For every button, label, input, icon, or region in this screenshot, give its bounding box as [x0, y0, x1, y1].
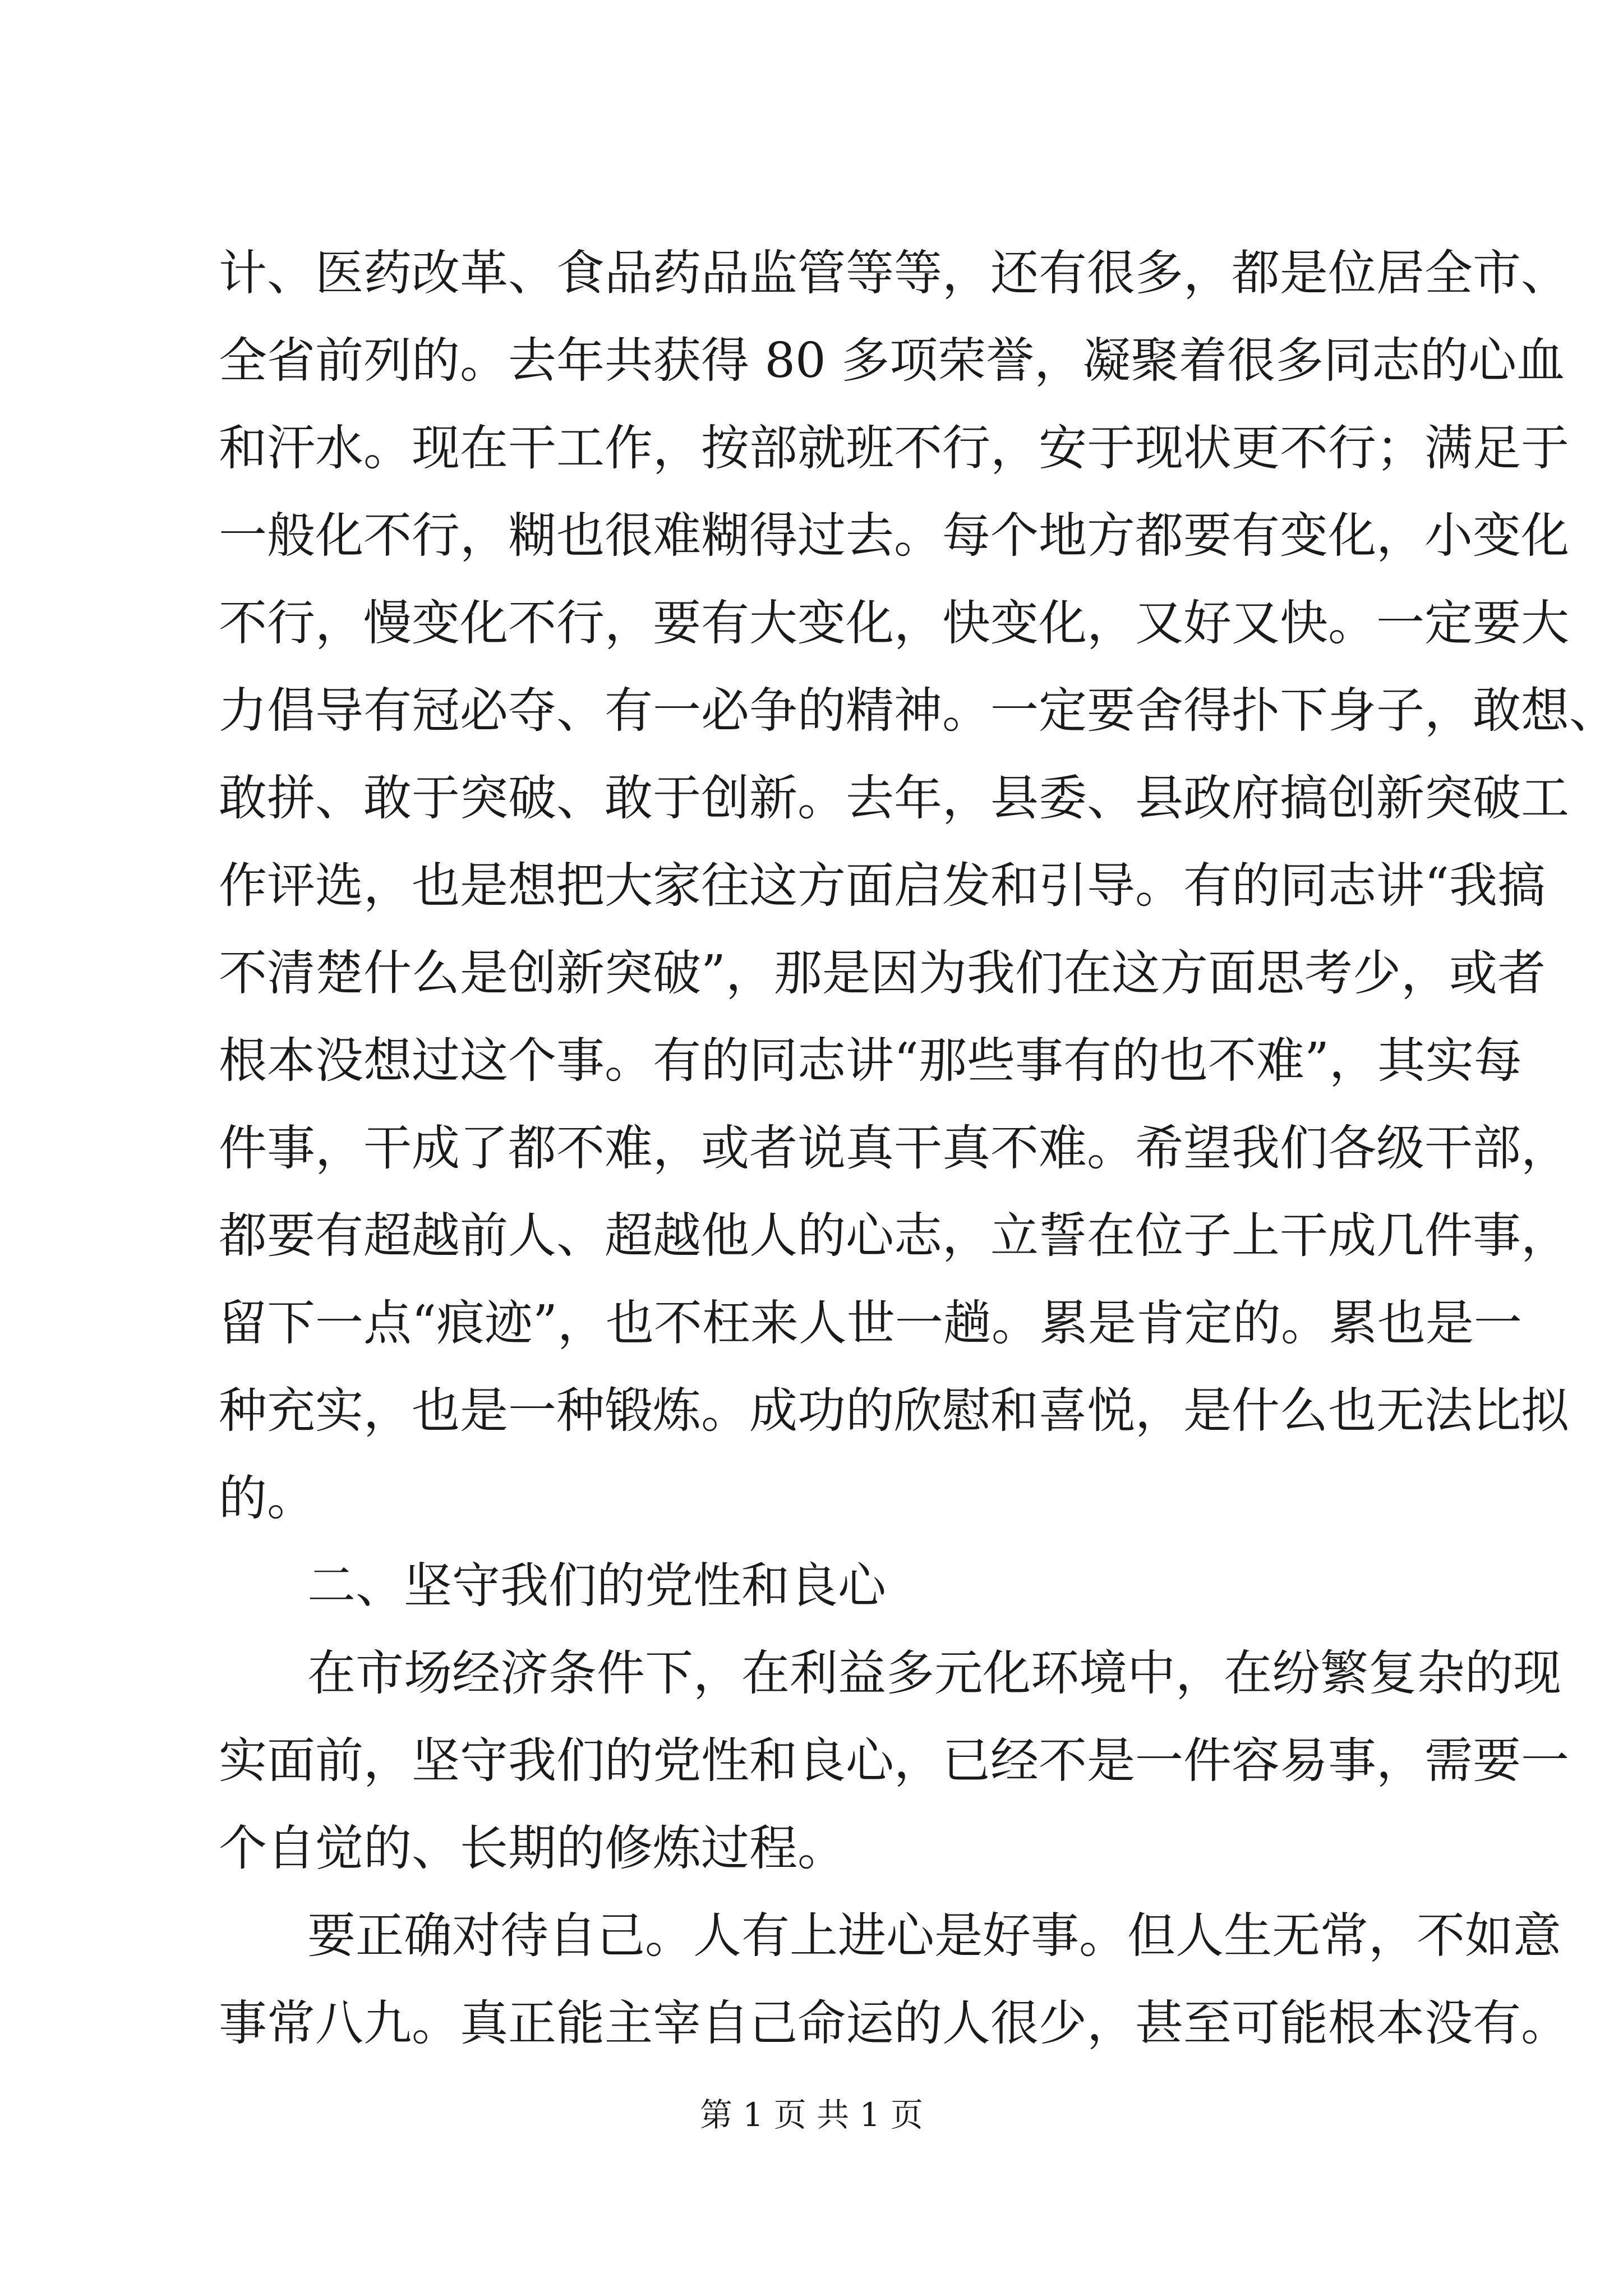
section-heading: 二、坚守我们的党性和良心	[307, 1558, 886, 1614]
body-line-15: 的。	[219, 1470, 315, 1526]
body-line-2: 全省前列的。去年共获得 80 多项荣誉，凝聚着很多同志的心血	[219, 333, 1565, 389]
body-line-5: 不行，慢变化不行，要有大变化，快变化，又好又快。一定要大	[219, 595, 1569, 651]
body-line-1: 计、医药改革、食品药品监管等等，还有很多，都是位居全市、	[219, 245, 1569, 301]
body-line-10: 根本没想过这个事。有的同志讲“那些事有的也不难”，其实每	[219, 1033, 1522, 1089]
body-line-3: 和汗水。现在干工作，按部就班不行，安于现状更不行；满足于	[219, 420, 1569, 476]
body-line-6: 力倡导有冠必夺、有一必争的精神。一定要舍得扑下身子，敢想、	[219, 683, 1617, 739]
body-line-12: 都要有超越前人、超越他人的心志，立誓在位子上干成几件事，	[219, 1208, 1569, 1264]
body-line-8: 作评选，也是想把大家往这方面启发和引导。有的同志讲“我搞	[219, 858, 1546, 914]
body-line-7: 敢拼、敢于突破、敢于创新。去年，县委、县政府搞创新突破工	[219, 770, 1569, 826]
body-line-11: 件事，干成了都不难，或者说真干真不难。希望我们各级干部，	[219, 1120, 1569, 1176]
page-footer: 第 1 页 共 1 页	[700, 2096, 923, 2134]
body-line-17: 在市场经济条件下，在利益多元化环境中，在纷繁复杂的现	[307, 1645, 1561, 1701]
body-line-4: 一般化不行，糊也很难糊得过去。每个地方都要有变化，小变化	[219, 508, 1569, 564]
body-line-9: 不清楚什么是创新突破”，那是因为我们在这方面思考少，或者	[219, 945, 1546, 1001]
body-line-19: 个自觉的、长期的修炼过程。	[219, 1820, 846, 1876]
body-line-18: 实面前，坚守我们的党性和良心，已经不是一件容易事，需要一	[219, 1733, 1569, 1789]
body-line-13: 留下一点“痕迹”，也不枉来人世一趟。累是肯定的。累也是一	[219, 1295, 1522, 1351]
body-line-21: 事常八九。真正能主宰自己命运的人很少，甚至可能根本没有。	[219, 1995, 1569, 2051]
body-line-14: 种充实，也是一种锻炼。成功的欣慰和喜悦，是什么也无法比拟	[219, 1383, 1569, 1439]
body-line-20: 要正确对待自己。人有上进心是好事。但人生无常，不如意	[307, 1908, 1561, 1964]
